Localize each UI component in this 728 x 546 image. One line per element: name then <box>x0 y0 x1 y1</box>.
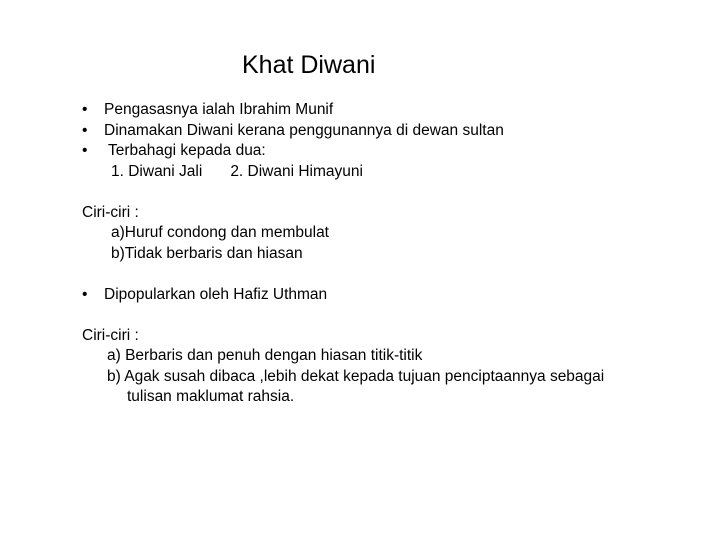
types-line <box>82 162 722 183</box>
ciri-item: b)Tidak berbaris dan hiasan <box>111 244 303 262</box>
bullet-text: Terbahagi kepada dua: <box>104 142 266 159</box>
slide-title: Khat Diwani <box>242 51 376 79</box>
ciri-item-continued: tulisan maklumat rahsia. <box>127 388 295 405</box>
bullet-text: Dinamakan Diwani kerana penggunannya di dewan sultan <box>104 121 504 139</box>
bullet-item <box>82 285 722 306</box>
bullet-item <box>82 121 722 142</box>
bullet-icon: • <box>82 142 88 159</box>
type-diwani-himayuni: 2. Diwani Himayuni <box>230 162 363 180</box>
type-diwani-jali: 1. Diwani Jali <box>111 162 203 180</box>
ciri-item: a)Huruf condong dan membulat <box>111 224 329 241</box>
ciri-label: Ciri-ciri : <box>82 326 139 344</box>
bullet-text: Pengasasnya ialah Ibrahim Munif <box>104 101 334 118</box>
bullet-icon: • <box>82 121 88 139</box>
bullet-item <box>82 100 722 121</box>
bullet-icon: • <box>82 101 88 118</box>
slide-body <box>82 100 722 408</box>
bullet-icon: • <box>82 285 88 303</box>
ciri-item: a) Berbaris dan penuh dengan hiasan titik-titik <box>107 347 423 364</box>
ciri-label: Ciri-ciri : <box>82 203 139 221</box>
bullet-text: Dipopularkan oleh Hafiz Uthman <box>104 285 328 303</box>
ciri-item: b) Agak susah dibaca ,lebih dekat kepada tujuan penciptaannya sebagai <box>107 367 605 385</box>
bullet-item <box>82 141 722 162</box>
